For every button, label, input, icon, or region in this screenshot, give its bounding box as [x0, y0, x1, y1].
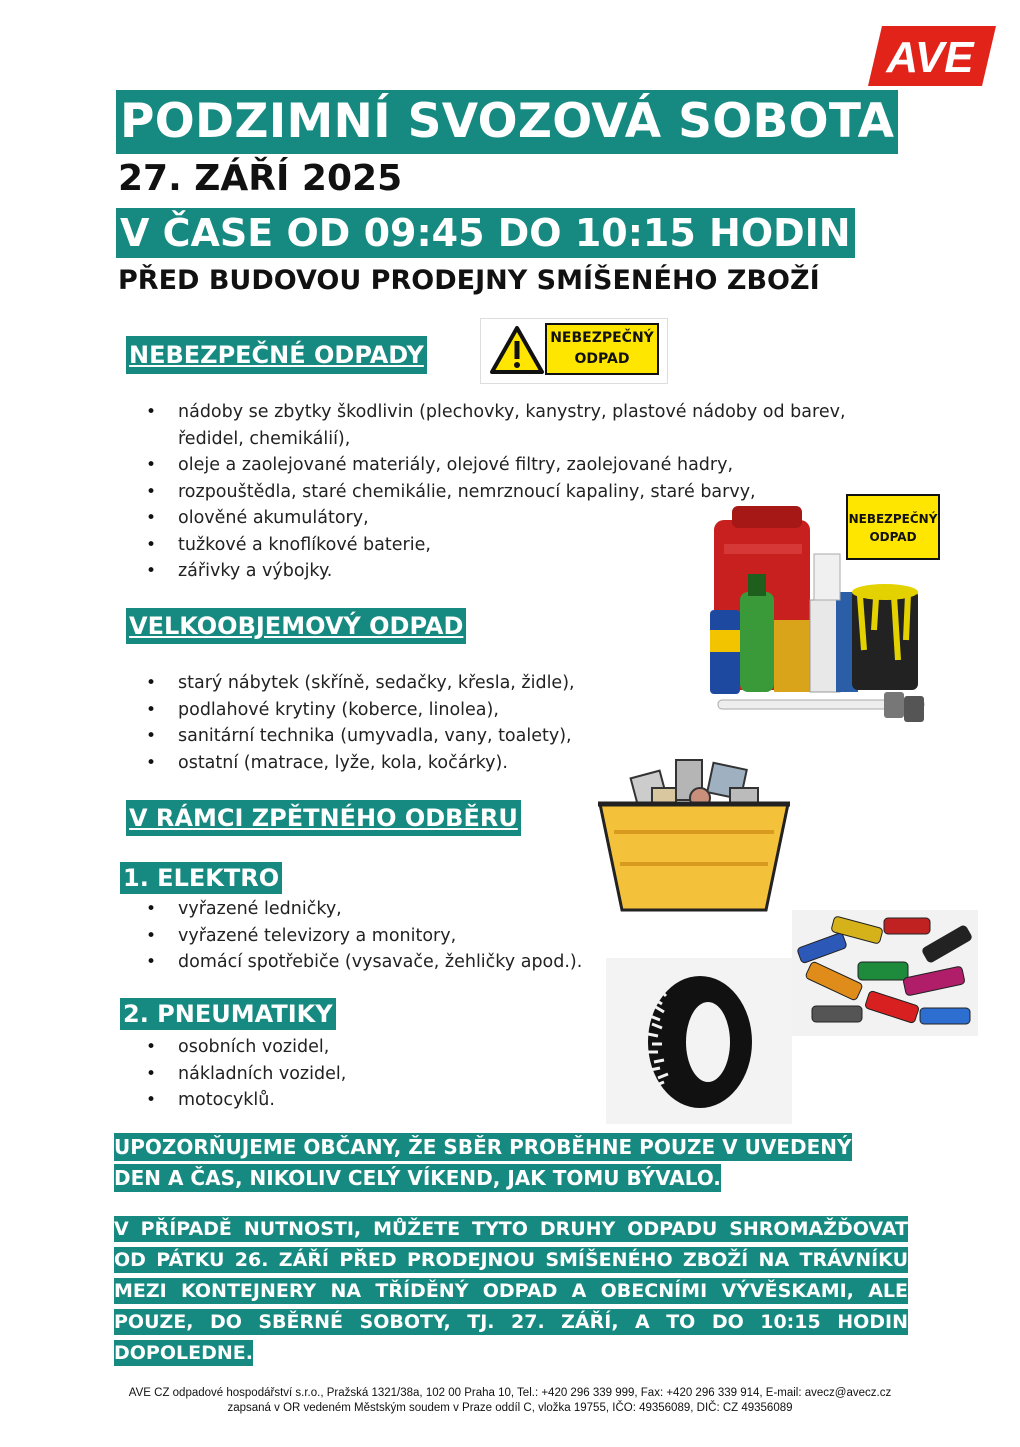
list-item: • podlahové krytiny (koberce, linolea), — [146, 697, 746, 724]
batteries-image — [792, 910, 978, 1036]
list-item: • rozpouštědla, staré chemikálie, nemrznoucí kapaliny, staré barvy, — [146, 479, 866, 506]
list-item: • olověné akumulátory, — [146, 505, 866, 532]
notice-collection-time — [114, 1132, 890, 1194]
tyre-icon — [606, 958, 792, 1124]
ave-logo — [868, 24, 996, 88]
company-footer — [0, 1386, 1020, 1416]
notice-text: UPOZORŇUJEME OBČANY, ŽE SBĚR PROBĚHNE POUZE V UVEDENÝ DEN A ČAS, NIKOLIV CELÝ VÍKEND, JAK TOMU BÝVALO. — [114, 1135, 852, 1190]
list-item: • motocyklů. — [146, 1087, 546, 1114]
list-item: • nákladních vozidel, — [146, 1061, 546, 1088]
event-title: PODZIMNÍ SVOZOVÁ SOBOTA — [116, 90, 898, 154]
section-hazardous-title: NEBEZPEČNÉ ODPADY — [126, 336, 427, 374]
section-electro-title: 1. ELEKTRO — [120, 862, 282, 894]
hazard-sign-line1: NEBEZPEČNÝ — [848, 512, 938, 526]
logo-text: AVE — [886, 33, 974, 82]
list-item: • ostatní (matrace, lyže, kola, kočárky). — [146, 750, 746, 777]
hazard-sign-small — [480, 318, 668, 384]
section-bulky-title: VELKOOBJEMOVÝ ODPAD — [126, 608, 466, 644]
section-takeback-title: V RÁMCI ZPĚTNÉHO ODBĚRU — [126, 800, 521, 836]
list-item: • nádoby se zbytky škodlivin (plechovky, kanystry, plastové nádoby od barev, ředidel, chemikálií), — [146, 399, 866, 452]
list-item: • domácí spotřebiče (vysavače, žehličky apod.). — [146, 949, 746, 976]
warning-triangle-icon — [489, 325, 545, 375]
notice-text: V PŘÍPADĚ NUTNOSTI, MŮŽETE TYTO DRUHY ODPADU SHROMAŽĎOVAT OD PÁTKU 26. ZÁŘÍ PŘED PRODEJNOU SMÍŠENÉHO ZBOŽÍ NA TRÁVNÍKU MEZI KONTEJNERY NA TŘÍDĚNÝ ODPAD A OBECNÍMI VÝVĚSKAMI, ALE POUZE, DO SBĚRNÉ SOBOTY, TJ. 27. ZÁŘÍ, A TO DO 10:15 HODIN DOPOLEDNE. — [114, 1218, 908, 1364]
tyres-list — [146, 1034, 546, 1114]
list-item: • zářivky a výbojky. — [146, 558, 866, 585]
list-item: • oleje a zaolejované materiály, olejové filtry, zaolejované hadry, — [146, 452, 866, 479]
list-item: • vyřazené televizory a monitory, — [146, 923, 746, 950]
footer-line: zapsaná v OR vedeném Městským soudem v Praze oddíl C, vložka 19755, IČO: 49356089, DIČ: CZ 49356089 — [227, 1402, 793, 1414]
hazard-sign-label — [545, 323, 659, 375]
notice-early-drop-off — [114, 1214, 908, 1369]
list-item: • tužkové a knoflíkové baterie, — [146, 532, 866, 559]
list-item: • starý nábytek (skříně, sedačky, křesla, židle), — [146, 670, 746, 697]
event-place: PŘED BUDOVOU PRODEJNY SMÍŠENÉHO ZBOŽÍ — [118, 265, 820, 296]
list-item: • sanitární technika (umyvadla, vany, toalety), — [146, 723, 746, 750]
hazard-sign-line1: NEBEZPEČNÝ — [550, 330, 654, 346]
event-date: 27. ZÁŘÍ 2025 — [118, 158, 403, 199]
skip-container-image — [594, 752, 794, 916]
hazard-sign-line2: ODPAD — [574, 351, 630, 367]
list-item: • vyřazené ledničky, — [146, 896, 746, 923]
event-time: V ČASE OD 09:45 DO 10:15 HODIN — [116, 208, 855, 258]
section-tyres-title: 2. PNEUMATIKY — [120, 998, 336, 1030]
list-item: • osobních vozidel, — [146, 1034, 546, 1061]
hazard-sign-line2: ODPAD — [869, 530, 917, 544]
footer-line: AVE CZ odpadové hospodářství s.r.o., Pražská 1321/38a, 102 00 Praha 10, Tel.: +420 296 339 999, Fax: +420 296 339 914, E-mail: avecz@avecz.cz — [128, 1387, 892, 1399]
